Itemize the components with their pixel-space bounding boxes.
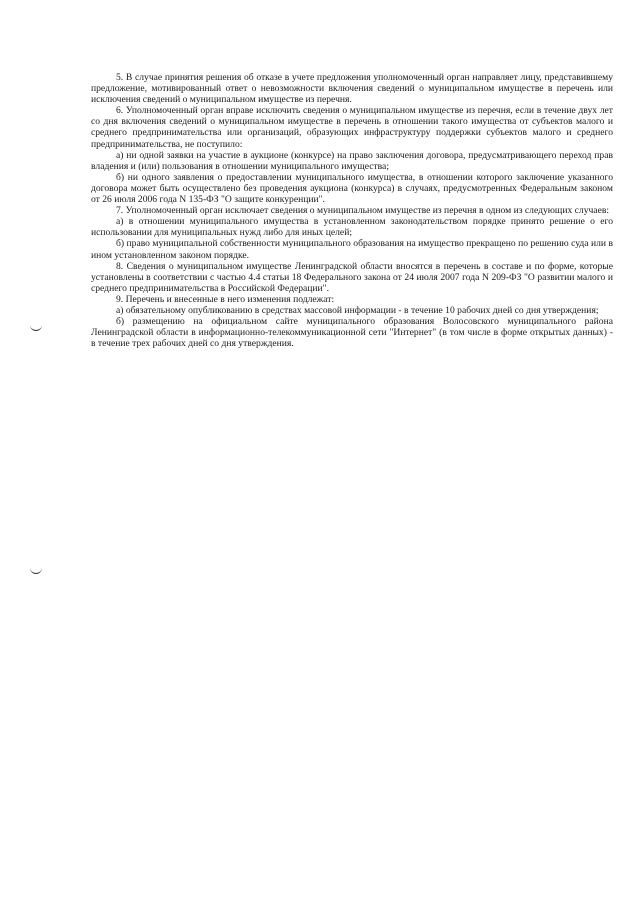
paragraph-5: 5. В случае принятия решения об отказе в учете предложения уполномоченный орган направляет лицу, представившему предложение, мотивированный ответ о невозможности включения сведений о муниципальном имуществе в перечень или исключения сведений о муниципальном имуществе из перечня.	[91, 72, 613, 106]
paragraph-7-a: а) в отношении муниципального имущества в установленном законодательством порядке принято решение о его использовании для муниципальных нужд либо для иных целей;	[91, 216, 613, 239]
binding-hole-mark	[30, 324, 42, 331]
paragraph-9-a: а) обязательному опубликованию в средствах массовой информации - в течение 10 рабочих дней со дня утверждения;	[116, 304, 599, 316]
paragraph-9-b: б) размещению на официальном сайте муниципального образования Волосовского муниципального района Ленинградской области в информационно-телекоммуникационной сети "Интернет" (в том числе в форме открытых данных) - в течение трех рабочих дней со дня утверждения.	[91, 316, 613, 350]
paragraph-7: 7. Уполномоченный орган исключает сведения о муниципальном имуществе из перечня в одном из следующих случаев:	[116, 205, 610, 217]
binding-hole-mark	[30, 567, 42, 574]
paragraph-7-b: б) право муниципальной собственности муниципального образования на имущество прекращено по решению суда или в ином установленном законом порядке.	[91, 238, 613, 261]
paragraph-6-a: а) ни одной заявки на участие в аукционе (конкурсе) на право заключения договора, предусматривающего переход прав владения и (или) пользования в отношении муниципального имущества;	[91, 149, 613, 172]
document-body	[91, 72, 613, 349]
paragraph-6-b: б) ни одного заявления о предоставлении муниципального имущества, в отношении которого заключение указанного договора может быть осуществлено без проведения аукциона (конкурса) в случаях, предусмотренных Федеральным законом от 26 июля 2006 года N 135-ФЗ "О защите конкуренции".	[91, 171, 613, 206]
paragraph-9: 9. Перечень и внесенные в него изменения подлежат:	[116, 293, 335, 305]
paragraph-8: 8. Сведения о муниципальном имуществе Ленинградской области вносятся в перечень в составе и по форме, которые установлены в соответствии с частью 4.4 статьи 18 Федерального закона от 24 июля 2007 года N 209-ФЗ "О развитии малого и среднего предпринимательства в Российской Федерации".	[91, 260, 613, 294]
paragraph-6: 6. Уполномоченный орган вправе исключить сведения о муниципальном имуществе из перечня, если в течение двух лет со дня включения сведений о муниципальном имуществе в перечень в отношении такого имущества от субъектов малого и среднего предпринимательства или организаций, образующих инфраструктуру поддержки субъектов малого и среднего предпринимательства, не поступило:	[91, 105, 613, 150]
